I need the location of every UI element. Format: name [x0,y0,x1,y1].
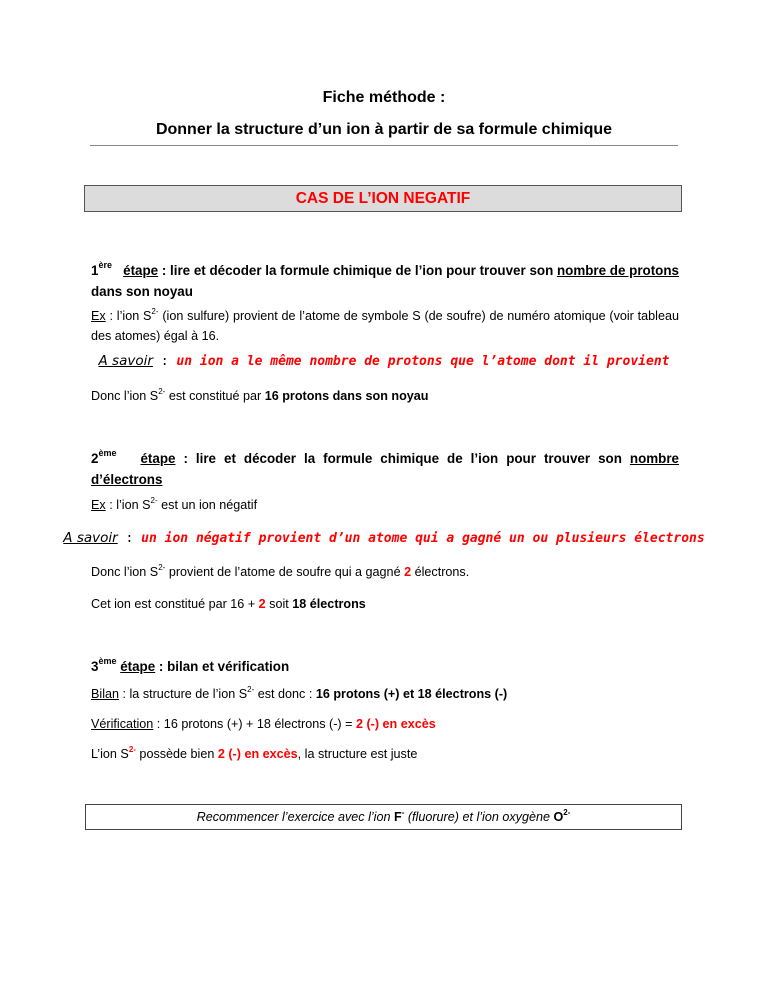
bilan-result: 16 protons (+) et 18 électrons (-) [315,687,508,701]
step1-conclusion-mid: est constitué par [165,389,265,403]
ion-charge: 2- [563,808,571,817]
step1-heading [91,255,679,302]
verification-text: : 16 protons (+) + 18 électrons (-) = [153,717,356,731]
step2-example-label: Ex [91,498,106,512]
savoir-separator: : [152,354,177,369]
step2-added-count: 2 [258,597,266,611]
step2-electron-total: 18 électrons [292,597,366,611]
step3-verification [91,714,679,734]
step3-bilan [91,684,679,704]
step2-savoir [0,530,768,546]
step2-example-text-end: est un ion négatif [157,498,258,512]
step2-line2-text: Cet ion est constitué par 16 + [91,597,259,611]
step1-example [91,306,679,346]
step1-example-text-end: (ion sulfure) provient de l’atome de symbole S (de soufre) de numéro atomique (voir tableau des atomes) égal à 16. [91,309,679,343]
step2-line2 [91,594,679,614]
savoir-message: un ion a le même nombre de protons que l’atome dont il provient [176,354,670,369]
step1-ordinal: ère [98,260,112,270]
step2-line2-mid: soit [265,597,293,611]
ion-charge: - [401,808,405,817]
step1-key-term: nombre de protons [556,263,679,278]
step1-text: : lire et décoder la formule chimique de l’ion pour trouver son [158,263,557,278]
savoir-label: A savoir [98,353,153,369]
step2-line1-text: Donc l’ion S [91,565,159,579]
step2-example-text: : l’ion S [105,498,151,512]
bilan-label: Bilan [91,687,120,701]
final-excess: 2 (-) en excès [217,747,298,761]
step1-label: étape [123,263,159,278]
ion-charge: 2- [150,496,158,505]
ion-charge: 2- [128,745,136,754]
savoir-separator: : [117,531,142,546]
step2-label: étape [140,451,176,466]
step1-conclusion-result: 16 protons dans son noyau [264,389,429,403]
step3-label: étape [120,659,156,674]
step2-gained-count: 2 [404,565,412,579]
exercise-text: Recommencer l’exercice avec l’ion [196,810,394,824]
ion-charge: 2- [151,307,159,316]
ion-charge: 2- [158,387,166,396]
step3-final [91,744,679,764]
step3-text: : bilan et vérification [155,659,290,674]
step3-ordinal: ème [98,656,117,666]
step2-number: 2 [91,451,99,466]
bilan-text: : la structure de l’ion S [119,687,248,701]
ion-charge: 2- [247,685,255,694]
step3-heading [91,651,679,677]
exercise-ion-fluor: F [393,810,402,824]
step2-ordinal: ème [98,448,117,458]
case-title-box: CAS DE L’ION NEGATIF [84,185,682,212]
step2-key-term: nombre d’électrons [91,451,679,487]
step1-example-text: : l’ion S [105,309,152,323]
final-text: L’ion S [91,747,129,761]
savoir-message: un ion négatif provient d’un atome qui a gagné un ou plusieurs électrons [141,531,705,546]
step2-line1 [91,562,679,582]
step2-line1-mid: provient de l’atome de soufre qui a gagné [165,565,405,579]
savoir-label: A savoir [63,530,118,546]
verification-result: 2 (-) en excès [355,717,436,731]
step1-number: 1 [91,263,99,278]
step1-conclusion [91,386,679,406]
step2-example [91,495,679,515]
ion-charge: 2- [158,563,166,572]
exercise-box [85,804,682,830]
step2-line1-end: électrons. [411,565,470,579]
step1-example-label: Ex [91,309,106,323]
title-divider [90,145,678,146]
step2-text: : lire et décoder la formule chimique de l’ion pour trouver son [175,451,630,466]
bilan-mid: est donc : [254,687,316,701]
verification-label: Vérification [91,717,154,731]
final-end: , la structure est juste [297,747,418,761]
exercise-text-mid: (fluorure) et l’ion oxygène [404,810,554,824]
step1-savoir [0,353,768,369]
step1-text-end: dans son noyau [91,284,193,299]
step2-heading [91,443,679,490]
final-mid: possède bien [135,747,218,761]
step3-number: 3 [91,659,99,674]
document-title: Fiche méthode : [322,89,446,106]
exercise-ion-oxygen: O [553,810,564,824]
document-subtitle: Donner la structure d’un ion à partir de sa formule chimique [155,121,613,138]
step1-conclusion-text: Donc l’ion S [91,389,159,403]
